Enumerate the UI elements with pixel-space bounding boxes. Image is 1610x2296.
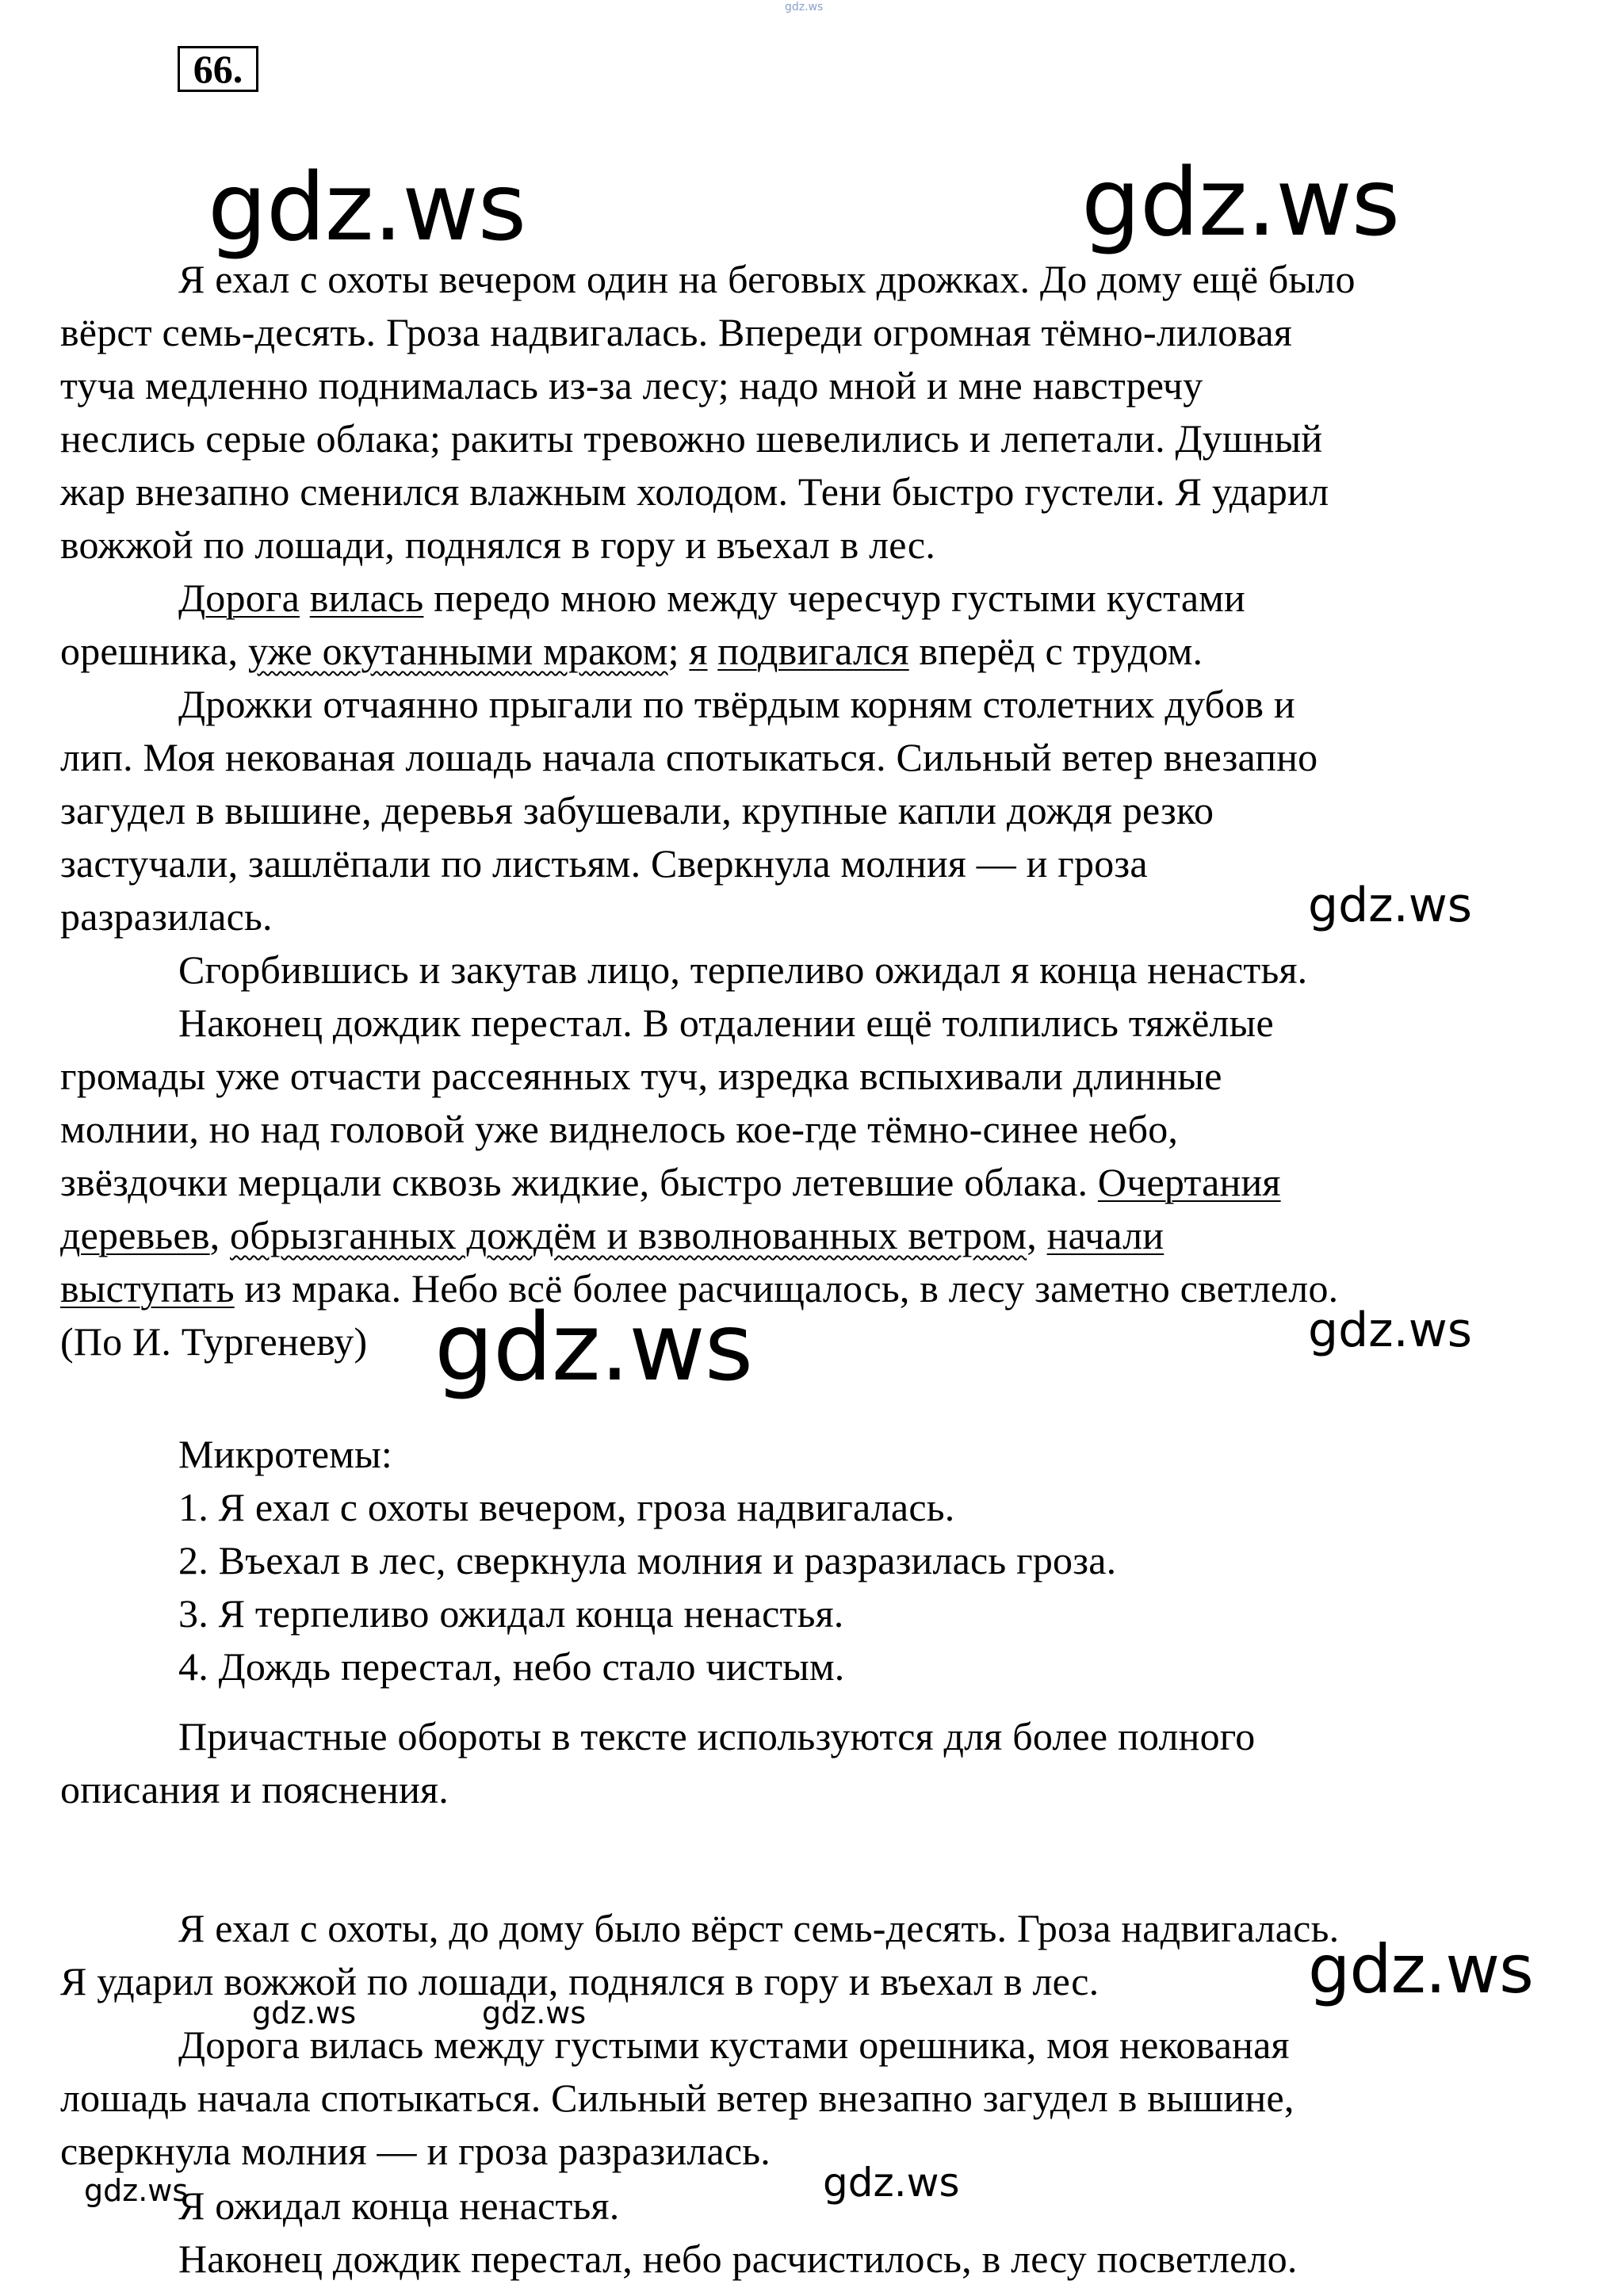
microthemes-title: Микротемы: [178,1432,393,1476]
watermark-top-small: gdz.ws [785,1,824,13]
participle-note-line-2: описания и пояснения. [60,1767,449,1812]
paragraph-1-line-1: Я ехал с охоты вечером один на беговых дрожках. До дому ещё было [178,257,1356,301]
summary-line-6: Я ожидал конца ненастья. [178,2183,620,2228]
paragraph-5-line-1: Наконец дождик перестал. В отдалении ещё толпились тяжёлые [178,1001,1274,1045]
participle-phrase-2: обрызганных дождём и взволнованных ветром [230,1213,1027,1257]
paragraph-3-line-1: Дрожки отчаянно прыгали по твёрдым корням столетних дубов и [178,682,1295,726]
predicate-vystupat: выступать [60,1266,235,1311]
participle-note-line-1: Причастные обороты в тексте используются для более полного [178,1714,1256,1758]
paragraph-4: Сгорбившись и закутав лицо, терпеливо ожидал я конца ненастья. [178,947,1308,992]
summary-line-1: Я ехал с охоты, до дому было вёрст семь-десять. Гроза надвигалась. [178,1906,1340,1950]
paragraph-1-line-5: жар внезапно сменился влажным холодом. Тени быстро густели. Я ударил [60,469,1329,514]
source-attribution: (По И. Тургеневу) [60,1319,368,1364]
paragraph-2-line-1: Дорога вилась передо мною между чересчур густыми кустами [178,576,1246,620]
summary-line-2: Я ударил вожжой по лошади, поднялся в гору и въехал в лес. [60,1959,1099,2003]
summary-line-5: сверкнула молния — и гроза разразилась. [60,2129,771,2173]
watermark-medium-3: gdz.ws [823,2160,960,2206]
paragraph-1-line-3: туча медленно поднималась из-за лесу; надо мной и мне навстречу [60,363,1203,408]
subject-derevev: деревьев [60,1213,210,1257]
exercise-number: 66. [178,46,258,92]
microtheme-item: 2. Въехал в лес, сверкнула молния и разразилась гроза. [178,1538,1117,1582]
microtheme-item: 4. Дождь перестал, небо стало чистым. [178,1644,845,1689]
microtheme-item: 3. Я терпеливо ожидал конца ненастья. [178,1591,844,1636]
watermark-small-2: gdz.ws [482,1996,587,2030]
paragraph-5-line-5: деревьев, обрызганных дождём и взволнованных ветром, начали [60,1213,1164,1257]
subject-ya: я [689,629,708,673]
paragraph-5-line-2: громады уже отчасти рассеянных туч, изредка вспыхивали длинные [60,1054,1222,1098]
paragraph-3-line-4: застучали, зашлёпали по листьям. Сверкнула молния — и гроза [60,841,1148,886]
watermark-medium-1: gdz.ws [1308,878,1473,933]
paragraph-1-line-2: вёрст семь-десять. Гроза надвигалась. Впереди огромная тёмно-лиловая [60,310,1293,354]
participle-phrase: уже окутанными мраком [247,629,668,673]
paragraph-1-line-4: неслись серые облака; ракиты тревожно шевелились и лепетали. Душный [60,416,1323,461]
paragraph-5-line-4: звёздочки мерцали сквозь жидкие, быстро летевшие облака. Очертания [60,1160,1281,1204]
watermark-medium-2: gdz.ws [1308,1303,1473,1358]
subject-dorога: Дорога [178,576,300,620]
summary-line-4: лошадь начала спотыкаться. Сильный ветер внезапно загудел в вышине, [60,2076,1295,2120]
microtheme-item: 1. Я ехал с охоты вечером, гроза надвигалась. [178,1485,955,1529]
predicate-podvigalsya: подвигался [717,629,909,673]
summary-line-3: Дорога вилась между густыми кустами орешника, моя некованая [178,2022,1290,2067]
summary-line-7: Наконец дождик перестал, небо расчистилось, в лесу посветлело. [178,2237,1298,2281]
watermark-small-3: gdz.ws [84,2173,189,2208]
paragraph-2-line-2: орешника, уже окутанными мраком; я подвигался вперёд с трудом. [60,629,1203,673]
watermark-large-3: gdz.ws [434,1292,753,1402]
paragraph-1-line-6: вожжой по лошади, поднялся в гору и въехал в лес. [60,522,936,567]
subject-ochertaniya: Очертания [1097,1160,1281,1204]
paragraph-3-line-2: лип. Моя некованая лошадь начала спотыкаться. Сильный ветер внезапно [60,735,1318,779]
predicate-vilas: вилась [309,576,424,620]
watermark-small-1: gdz.ws [252,1996,357,2030]
paragraph-5-line-3: молнии, но над головой уже виднелось кое-где тёмно-синее небо, [60,1107,1179,1151]
watermark-large-1: gdz.ws [208,152,526,262]
predicate-nachali: начали [1046,1213,1164,1257]
paragraph-3-line-5: разразилась. [60,894,273,939]
watermark-large-4: gdz.ws [1308,1931,1533,2008]
paragraph-5-line-6: выступать из мрака. Небо всё более расчищалось, в лесу заметно светлело. [60,1266,1339,1311]
paragraph-3-line-3: загудел в вышине, деревья забушевали, крупные капли дождя резко [60,788,1214,832]
watermark-large-2: gdz.ws [1081,147,1400,257]
